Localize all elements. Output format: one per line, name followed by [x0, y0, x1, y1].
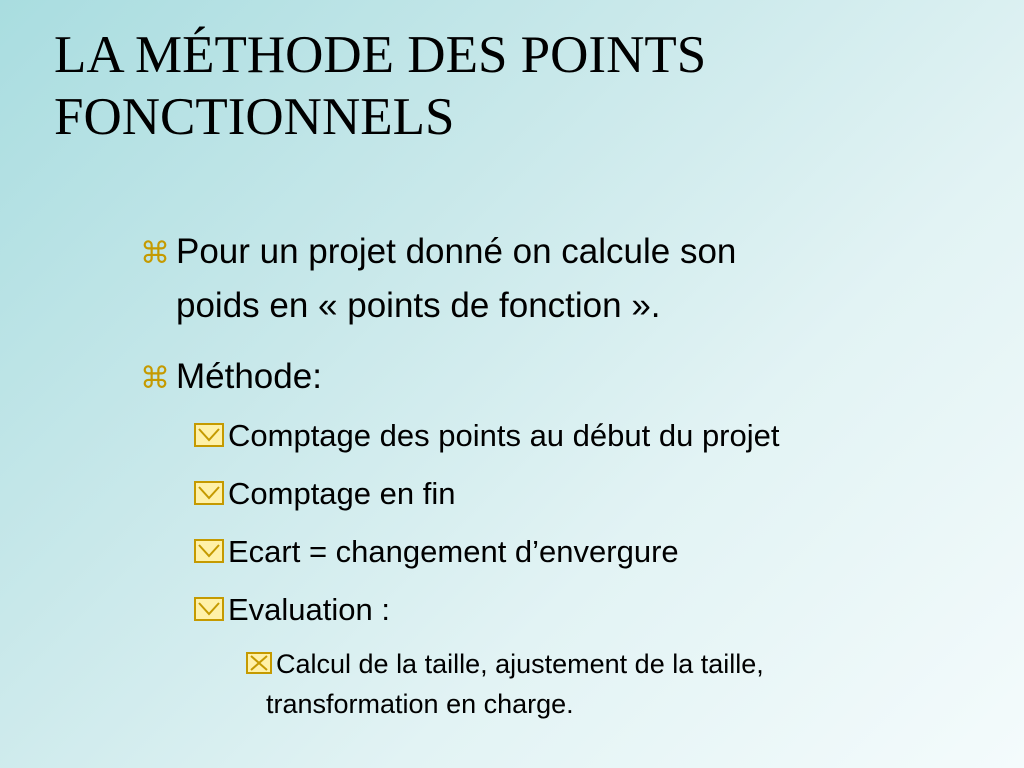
x-box-icon	[244, 652, 272, 676]
sub-item-2	[192, 472, 455, 516]
command-bullet-icon: ⌘	[140, 236, 170, 271]
command-bullet-icon: ⌘	[140, 361, 170, 396]
bullet-item-1-line-2: poids en « points de fonction ».	[176, 286, 661, 325]
check-box-icon	[192, 423, 224, 449]
bullet-item-2-text: Méthode:	[176, 357, 322, 396]
sub-item-2-text: Comptage en fin	[228, 476, 456, 511]
sub-sub-item-1	[244, 644, 764, 724]
sub-item-4	[192, 588, 390, 632]
sub-item-3	[192, 530, 679, 574]
bullet-item-1-line-1: Pour un projet donné on calcule son	[176, 232, 737, 271]
check-box-icon	[192, 481, 224, 507]
sub-item-3-text: Ecart = changement d’envergure	[228, 534, 679, 569]
sub-sub-item-1-line-2: transformation en charge.	[266, 689, 574, 719]
sub-item-1	[192, 414, 780, 458]
slide-title-line-2: FONCTIONNELS	[54, 88, 455, 146]
check-box-icon	[192, 597, 224, 623]
bullet-item-2	[140, 351, 322, 405]
check-box-icon	[192, 539, 224, 565]
bullet-item-1	[140, 226, 736, 332]
slide-title-line-1: LA MÉTHODE DES POINTS	[54, 26, 707, 84]
sub-item-1-text: Comptage des points au début du projet	[228, 418, 780, 453]
sub-item-4-text: Evaluation :	[228, 592, 390, 627]
sub-sub-item-1-line-1: Calcul de la taille, ajustement de la taille,	[276, 649, 764, 679]
